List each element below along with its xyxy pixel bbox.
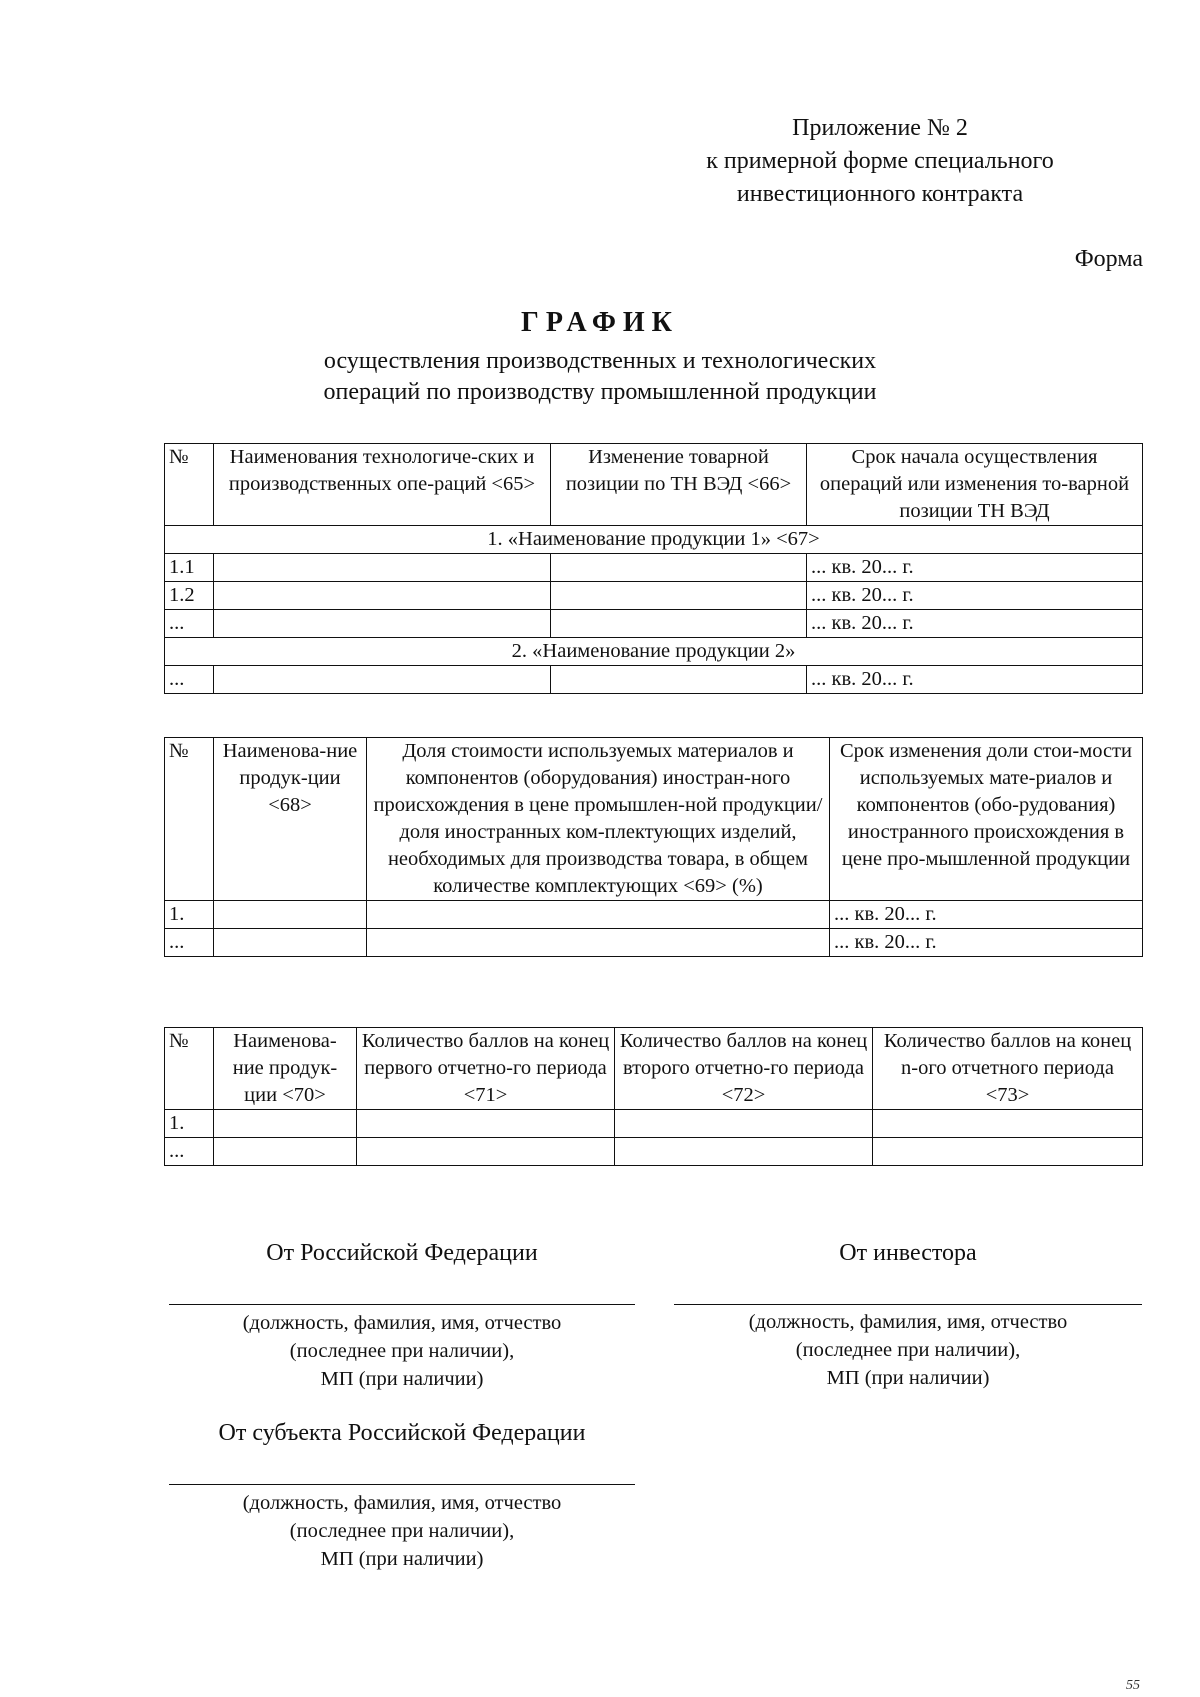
signature-title: От инвестора xyxy=(839,1240,977,1266)
table-row xyxy=(165,929,1143,957)
operation-cell xyxy=(214,554,551,582)
points-cell xyxy=(873,1110,1143,1138)
header-product-name: Наименова-ние продук-ции <70> xyxy=(214,1028,357,1110)
table-header-row xyxy=(165,738,1143,901)
row-number: ... xyxy=(165,1138,214,1166)
points-cell xyxy=(615,1138,873,1166)
document-subtitle xyxy=(0,346,1200,408)
document-title: ГРАФИК xyxy=(521,307,679,338)
appendix-line-2: к примерной форме специального xyxy=(706,148,1054,174)
signature-title: От Российской Федерации xyxy=(266,1240,538,1266)
header-number: № xyxy=(165,444,214,526)
tn-ved-cell xyxy=(551,610,807,638)
subtitle-line-2: операций по производству промышленной продукции xyxy=(323,379,877,405)
row-number: ... xyxy=(165,666,214,694)
table-row xyxy=(165,901,1143,929)
foreign-share-table xyxy=(164,737,1143,957)
caption-line-3: МП (при наличии) xyxy=(320,1368,484,1390)
row-number: ... xyxy=(165,929,214,957)
tn-ved-cell xyxy=(551,582,807,610)
term-cell: ... кв. 20... г. xyxy=(807,666,1143,694)
table-header-row xyxy=(165,1028,1143,1110)
caption-line-2: (последнее при наличии), xyxy=(289,1340,515,1362)
caption-line-3: МП (при наличии) xyxy=(826,1367,990,1389)
header-change-term: Срок изменения доли стои-мости используемых мате-риалов и компонентов (обо-рудования) иностранного происхождения в цене про-мышленной продукции xyxy=(830,738,1143,901)
caption-line-1: (должность, фамилия, имя, отчество xyxy=(242,1312,562,1334)
signature-line xyxy=(169,1304,635,1305)
points-cell xyxy=(357,1110,615,1138)
term-cell: ... кв. 20... г. xyxy=(830,901,1143,929)
row-number: 1. xyxy=(165,1110,214,1138)
row-number: 1.2 xyxy=(165,582,214,610)
header-product-name: Наименова-ние продук-ции <68> xyxy=(214,738,367,901)
table-row xyxy=(165,666,1143,694)
table-row xyxy=(165,582,1143,610)
group-row xyxy=(165,638,1143,666)
header-points-nth: Количество баллов на конец n-ого отчетного периода <73> xyxy=(873,1028,1143,1110)
header-number: № xyxy=(165,1028,214,1110)
operation-cell xyxy=(214,610,551,638)
signature-line xyxy=(169,1484,635,1485)
points-cell xyxy=(615,1110,873,1138)
signature-caption xyxy=(169,1489,635,1573)
header-number: № xyxy=(165,738,214,901)
subtitle-line-1: осуществления производственных и технологических xyxy=(323,348,877,374)
row-number: 1. xyxy=(165,901,214,929)
group-title-2: 2. «Наименование продукции 2» xyxy=(165,638,1143,666)
product-cell xyxy=(214,929,367,957)
product-cell xyxy=(214,1138,357,1166)
caption-line-2: (последнее при наличии), xyxy=(795,1339,1021,1361)
row-number: ... xyxy=(165,610,214,638)
product-cell xyxy=(214,1110,357,1138)
product-cell xyxy=(214,901,367,929)
term-cell: ... кв. 20... г. xyxy=(807,554,1143,582)
term-cell: ... кв. 20... г. xyxy=(830,929,1143,957)
caption-line-2: (последнее при наличии), xyxy=(289,1520,515,1542)
header-tn-ved-change: Изменение товарной позиции по ТН ВЭД <66> xyxy=(551,444,807,526)
caption-line-1: (должность, фамилия, имя, отчество xyxy=(748,1311,1068,1333)
header-start-term: Срок начала осуществления операций или изменения то-варной позиции ТН ВЭД xyxy=(807,444,1143,526)
header-foreign-share: Доля стоимости используемых материалов и компонентов (оборудования) иностран-ного происхождения в цене промышлен-ной продукции/доля иностранных ком-плектующих изделий, необходимых для производства товара, в общем количестве комплектующих <69> (%) xyxy=(367,738,830,901)
appendix-line-3: инвестиционного контракта xyxy=(736,181,1024,207)
form-label: Форма xyxy=(1074,246,1143,272)
header-points-second: Количество баллов на конец второго отчетно-го периода <72> xyxy=(615,1028,873,1110)
signature-caption xyxy=(674,1308,1142,1392)
page-mark: 55 xyxy=(1126,1678,1140,1693)
caption-line-3: МП (при наличии) xyxy=(320,1548,484,1570)
row-number: 1.1 xyxy=(165,554,214,582)
table-row xyxy=(165,1110,1143,1138)
table-row xyxy=(165,1138,1143,1166)
table-row xyxy=(165,554,1143,582)
header-points-first: Количество баллов на конец первого отчетно-го периода <71> xyxy=(357,1028,615,1110)
signature-caption xyxy=(169,1309,635,1393)
term-cell: ... кв. 20... г. xyxy=(807,610,1143,638)
operation-cell xyxy=(214,582,551,610)
signature-block-subject xyxy=(169,1420,635,1573)
table-row xyxy=(165,610,1143,638)
share-cell xyxy=(367,929,830,957)
signature-block-investor xyxy=(674,1240,1142,1392)
points-cell xyxy=(357,1138,615,1166)
operations-schedule-table xyxy=(164,443,1143,694)
caption-line-1: (должность, фамилия, имя, отчество xyxy=(242,1492,562,1514)
group-row xyxy=(165,526,1143,554)
appendix-line-1: Приложение № 2 xyxy=(792,115,968,141)
group-title-1: 1. «Наименование продукции 1» <67> xyxy=(165,526,1143,554)
table-header-row xyxy=(165,444,1143,526)
header-operation-name: Наименования технологиче-ских и производственных опе-раций <65> xyxy=(214,444,551,526)
points-table xyxy=(164,1027,1143,1166)
share-cell xyxy=(367,901,830,929)
term-cell: ... кв. 20... г. xyxy=(807,582,1143,610)
points-cell xyxy=(873,1138,1143,1166)
signature-block-federation xyxy=(169,1240,635,1393)
signature-line xyxy=(674,1304,1142,1305)
tn-ved-cell xyxy=(551,666,807,694)
tn-ved-cell xyxy=(551,554,807,582)
appendix-header xyxy=(640,112,1120,211)
operation-cell xyxy=(214,666,551,694)
signature-title: От субъекта Российской Федерации xyxy=(218,1420,586,1446)
